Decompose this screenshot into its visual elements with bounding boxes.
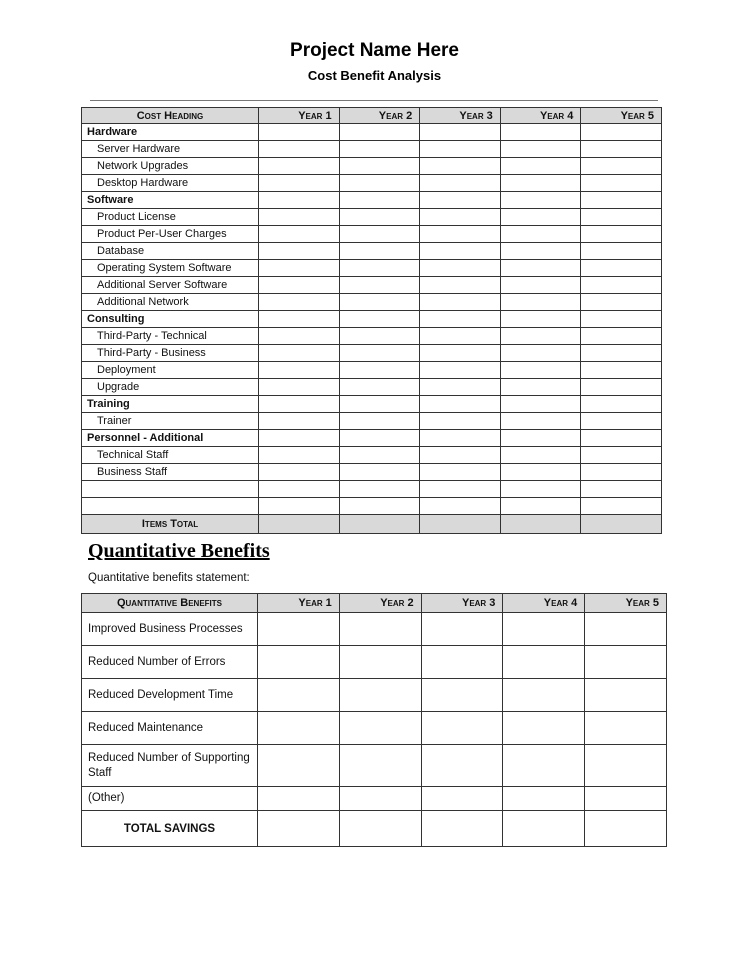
cost-column-header: Year 5: [581, 108, 662, 124]
benefits-value-cell[interactable]: [339, 679, 421, 712]
cost-row-label: Network Upgrades: [82, 158, 259, 175]
cost-value-cell[interactable]: [581, 464, 662, 481]
cost-value-cell[interactable]: [339, 362, 420, 379]
benefits-value-cell[interactable]: [503, 745, 585, 787]
benefits-value-cell[interactable]: [258, 745, 340, 787]
benefits-value-cell[interactable]: [503, 787, 585, 811]
cost-total-value-cell[interactable]: [420, 515, 501, 534]
cost-value-cell[interactable]: [420, 158, 501, 175]
cost-value-cell[interactable]: [581, 226, 662, 243]
benefits-value-cell[interactable]: [339, 712, 421, 745]
cost-value-cell[interactable]: [339, 481, 420, 498]
cost-column-header: Year 3: [420, 108, 501, 124]
cost-value-cell[interactable]: [420, 260, 501, 277]
benefits-row: [82, 745, 667, 787]
cost-row-label: [82, 498, 259, 515]
benefits-table: [81, 593, 667, 847]
cost-row: [82, 209, 662, 226]
cost-value-cell[interactable]: [500, 141, 581, 158]
cost-row: [82, 243, 662, 260]
benefits-value-cell[interactable]: [258, 646, 340, 679]
cost-value-cell[interactable]: [420, 141, 501, 158]
cost-value-cell[interactable]: [420, 481, 501, 498]
cost-row-label: [82, 481, 259, 498]
cost-value-cell[interactable]: [259, 362, 340, 379]
cost-value-cell[interactable]: [581, 481, 662, 498]
benefits-statement-label: Quantitative benefits statement:: [88, 572, 250, 584]
cost-value-cell[interactable]: [500, 345, 581, 362]
benefits-value-cell[interactable]: [585, 787, 667, 811]
cost-value-cell[interactable]: [581, 124, 662, 141]
benefits-row-label: Reduced Maintenance: [82, 712, 258, 745]
cost-row: [82, 277, 662, 294]
benefits-row-label: Reduced Development Time: [82, 679, 258, 712]
cost-value-cell[interactable]: [581, 243, 662, 260]
cost-value-cell[interactable]: [420, 209, 501, 226]
cost-total-label: Items Total: [82, 515, 259, 534]
cost-value-cell[interactable]: [259, 141, 340, 158]
cost-value-cell[interactable]: [581, 413, 662, 430]
benefits-value-cell[interactable]: [503, 712, 585, 745]
benefits-column-header: Quantitative Benefits: [82, 594, 258, 613]
cost-column-header: Year 4: [500, 108, 581, 124]
benefits-column-header: Year 5: [585, 594, 667, 613]
cost-value-cell[interactable]: [259, 192, 340, 209]
cost-table: [81, 107, 662, 534]
cost-row: [82, 328, 662, 345]
cost-value-cell[interactable]: [259, 447, 340, 464]
benefits-value-cell[interactable]: [503, 613, 585, 646]
benefits-row: [82, 679, 667, 712]
cost-value-cell[interactable]: [420, 447, 501, 464]
cost-total-value-cell[interactable]: [259, 515, 340, 534]
cost-value-cell[interactable]: [420, 175, 501, 192]
cost-value-cell[interactable]: [420, 311, 501, 328]
cost-value-cell[interactable]: [259, 345, 340, 362]
cost-total-row: [82, 515, 662, 534]
benefits-value-cell[interactable]: [503, 679, 585, 712]
benefits-total-label: TOTAL SAVINGS: [82, 811, 258, 847]
cost-total-value-cell[interactable]: [500, 515, 581, 534]
cost-value-cell[interactable]: [500, 124, 581, 141]
cost-value-cell[interactable]: [339, 498, 420, 515]
cost-value-cell[interactable]: [339, 464, 420, 481]
cost-row: [82, 294, 662, 311]
cost-value-cell[interactable]: [339, 175, 420, 192]
cost-value-cell[interactable]: [259, 260, 340, 277]
cost-row-label: Business Staff: [82, 464, 259, 481]
cost-value-cell[interactable]: [420, 498, 501, 515]
cost-column-header: Year 2: [339, 108, 420, 124]
cost-value-cell[interactable]: [500, 447, 581, 464]
cost-value-cell[interactable]: [500, 396, 581, 413]
cost-value-cell[interactable]: [500, 243, 581, 260]
cost-value-cell[interactable]: [500, 260, 581, 277]
benefits-row: [82, 787, 667, 811]
cost-row-label: Personnel - Additional: [82, 430, 259, 447]
benefits-row-label: Reduced Number of Errors: [82, 646, 258, 679]
benefits-value-cell[interactable]: [421, 712, 503, 745]
benefits-total-value-cell[interactable]: [585, 811, 667, 847]
cost-row-label: Product License: [82, 209, 259, 226]
benefits-value-cell[interactable]: [421, 787, 503, 811]
cost-value-cell[interactable]: [339, 447, 420, 464]
cost-row-label: Trainer: [82, 413, 259, 430]
cost-value-cell[interactable]: [500, 362, 581, 379]
benefits-value-cell[interactable]: [585, 679, 667, 712]
cost-value-cell[interactable]: [581, 311, 662, 328]
cost-value-cell[interactable]: [259, 328, 340, 345]
benefits-value-cell[interactable]: [585, 613, 667, 646]
cost-value-cell[interactable]: [420, 294, 501, 311]
cost-value-cell[interactable]: [259, 498, 340, 515]
benefits-value-cell[interactable]: [339, 745, 421, 787]
cost-value-cell[interactable]: [420, 226, 501, 243]
benefits-value-cell[interactable]: [339, 646, 421, 679]
cost-row-label: Operating System Software: [82, 260, 259, 277]
benefits-column-header: Year 4: [503, 594, 585, 613]
cost-value-cell[interactable]: [500, 311, 581, 328]
cost-value-cell[interactable]: [339, 396, 420, 413]
cost-value-cell[interactable]: [339, 124, 420, 141]
cost-value-cell[interactable]: [339, 379, 420, 396]
benefits-total-value-cell[interactable]: [339, 811, 421, 847]
cost-row: [82, 124, 662, 141]
cost-value-cell[interactable]: [581, 379, 662, 396]
benefits-row: [82, 712, 667, 745]
cost-value-cell[interactable]: [581, 498, 662, 515]
cost-value-cell[interactable]: [420, 192, 501, 209]
cost-value-cell[interactable]: [420, 379, 501, 396]
cost-value-cell[interactable]: [581, 158, 662, 175]
cost-value-cell[interactable]: [339, 192, 420, 209]
cost-value-cell[interactable]: [339, 158, 420, 175]
cost-value-cell[interactable]: [500, 413, 581, 430]
benefits-row-label: (Other): [82, 787, 258, 811]
cost-value-cell[interactable]: [420, 413, 501, 430]
cost-value-cell[interactable]: [581, 294, 662, 311]
cost-value-cell[interactable]: [259, 209, 340, 226]
cost-header-row: [82, 108, 662, 124]
benefits-total-value-cell[interactable]: [258, 811, 340, 847]
cost-value-cell[interactable]: [420, 396, 501, 413]
benefits-value-cell[interactable]: [421, 745, 503, 787]
cost-value-cell[interactable]: [339, 294, 420, 311]
cost-row-label: Additional Server Software: [82, 277, 259, 294]
cost-value-cell[interactable]: [339, 311, 420, 328]
benefits-table-head: [82, 594, 667, 613]
cost-row: [82, 464, 662, 481]
cost-value-cell[interactable]: [500, 379, 581, 396]
cost-row: [82, 192, 662, 209]
cost-row-label: Product Per-User Charges: [82, 226, 259, 243]
cost-value-cell[interactable]: [500, 192, 581, 209]
cost-column-header: Year 1: [259, 108, 340, 124]
cost-value-cell[interactable]: [581, 447, 662, 464]
title-divider: [90, 100, 658, 101]
cost-row: [82, 175, 662, 192]
cost-row: [82, 345, 662, 362]
cost-row: [82, 260, 662, 277]
cost-row-label: Third-Party - Technical: [82, 328, 259, 345]
cost-row-label: Training: [82, 396, 259, 413]
cost-value-cell[interactable]: [581, 396, 662, 413]
cost-value-cell[interactable]: [500, 430, 581, 447]
cost-value-cell[interactable]: [339, 226, 420, 243]
cost-value-cell[interactable]: [500, 481, 581, 498]
cost-value-cell[interactable]: [339, 260, 420, 277]
benefits-value-cell[interactable]: [585, 712, 667, 745]
cost-row: [82, 226, 662, 243]
cost-row-label: Database: [82, 243, 259, 260]
page-subtitle: Cost Benefit Analysis: [307, 68, 442, 83]
cost-value-cell[interactable]: [581, 141, 662, 158]
cost-value-cell[interactable]: [500, 226, 581, 243]
quantitative-benefits-heading: Quantitative Benefits: [88, 540, 270, 562]
cost-row: [82, 498, 662, 515]
cost-table-head: [82, 108, 662, 124]
cost-value-cell[interactable]: [339, 430, 420, 447]
cost-row: [82, 413, 662, 430]
benefits-row: [82, 613, 667, 646]
benefits-row: [82, 646, 667, 679]
cost-row: [82, 430, 662, 447]
cost-value-cell[interactable]: [420, 430, 501, 447]
cost-value-cell[interactable]: [581, 192, 662, 209]
cost-value-cell[interactable]: [259, 277, 340, 294]
benefits-value-cell[interactable]: [258, 613, 340, 646]
benefits-value-cell[interactable]: [339, 613, 421, 646]
cost-value-cell[interactable]: [259, 464, 340, 481]
cost-value-cell[interactable]: [339, 413, 420, 430]
cost-value-cell[interactable]: [581, 430, 662, 447]
cost-value-cell[interactable]: [420, 277, 501, 294]
benefits-total-value-cell[interactable]: [503, 811, 585, 847]
cost-row: [82, 158, 662, 175]
cost-value-cell[interactable]: [581, 345, 662, 362]
cost-value-cell[interactable]: [581, 328, 662, 345]
cost-row: [82, 362, 662, 379]
cost-value-cell[interactable]: [420, 328, 501, 345]
cost-total-value-cell[interactable]: [339, 515, 420, 534]
cost-value-cell[interactable]: [259, 481, 340, 498]
cost-value-cell[interactable]: [259, 175, 340, 192]
benefits-value-cell[interactable]: [258, 712, 340, 745]
cost-row-label: Consulting: [82, 311, 259, 328]
cost-row: [82, 396, 662, 413]
cost-value-cell[interactable]: [581, 277, 662, 294]
cost-row-label: Technical Staff: [82, 447, 259, 464]
cost-row-label: Server Hardware: [82, 141, 259, 158]
cost-row-label: Upgrade: [82, 379, 259, 396]
cost-value-cell[interactable]: [420, 464, 501, 481]
cost-value-cell[interactable]: [420, 362, 501, 379]
benefits-value-cell[interactable]: [421, 646, 503, 679]
project-title: Project Name Here: [290, 40, 459, 61]
benefits-column-header: Year 3: [421, 594, 503, 613]
cost-value-cell[interactable]: [259, 396, 340, 413]
cost-value-cell[interactable]: [339, 277, 420, 294]
cost-column-header: Cost Heading: [82, 108, 259, 124]
benefits-table-body: [82, 613, 667, 847]
cost-row-label: Software: [82, 192, 259, 209]
cost-value-cell[interactable]: [339, 243, 420, 260]
cost-value-cell[interactable]: [581, 209, 662, 226]
benefits-value-cell[interactable]: [258, 787, 340, 811]
benefits-header-row: [82, 594, 667, 613]
cost-value-cell[interactable]: [259, 311, 340, 328]
cost-value-cell[interactable]: [339, 345, 420, 362]
cost-row-label: Third-Party - Business: [82, 345, 259, 362]
benefits-column-header: Year 2: [339, 594, 421, 613]
cost-table-body: [82, 124, 662, 534]
cost-row-label: Deployment: [82, 362, 259, 379]
cost-total-value-cell[interactable]: [581, 515, 662, 534]
cost-value-cell[interactable]: [500, 294, 581, 311]
benefits-row-label: Reduced Number of Supporting Staff: [82, 745, 258, 787]
cost-value-cell[interactable]: [500, 209, 581, 226]
cost-value-cell[interactable]: [500, 328, 581, 345]
benefits-value-cell[interactable]: [585, 745, 667, 787]
cost-value-cell[interactable]: [500, 158, 581, 175]
cost-value-cell[interactable]: [259, 124, 340, 141]
cost-value-cell[interactable]: [339, 328, 420, 345]
cost-value-cell[interactable]: [259, 379, 340, 396]
cost-value-cell[interactable]: [420, 124, 501, 141]
cost-value-cell[interactable]: [259, 294, 340, 311]
benefits-total-row: [82, 811, 667, 847]
cost-value-cell[interactable]: [259, 158, 340, 175]
benefits-value-cell[interactable]: [258, 679, 340, 712]
cost-value-cell[interactable]: [259, 430, 340, 447]
cost-value-cell[interactable]: [259, 226, 340, 243]
cost-row-label: Desktop Hardware: [82, 175, 259, 192]
cost-row: [82, 311, 662, 328]
cost-value-cell[interactable]: [500, 498, 581, 515]
cost-value-cell[interactable]: [581, 362, 662, 379]
benefits-value-cell[interactable]: [339, 787, 421, 811]
cost-row: [82, 481, 662, 498]
cost-value-cell[interactable]: [259, 243, 340, 260]
benefits-row-label: Improved Business Processes: [82, 613, 258, 646]
benefits-column-header: Year 1: [258, 594, 340, 613]
cost-value-cell[interactable]: [339, 141, 420, 158]
cost-value-cell[interactable]: [581, 260, 662, 277]
benefits-value-cell[interactable]: [421, 679, 503, 712]
cost-value-cell[interactable]: [259, 413, 340, 430]
cost-row: [82, 447, 662, 464]
cost-row: [82, 379, 662, 396]
benefits-value-cell[interactable]: [503, 646, 585, 679]
benefits-total-value-cell[interactable]: [421, 811, 503, 847]
cost-value-cell[interactable]: [581, 175, 662, 192]
benefits-value-cell[interactable]: [421, 613, 503, 646]
cost-row-label: Hardware: [82, 124, 259, 141]
cost-value-cell[interactable]: [420, 243, 501, 260]
cost-value-cell[interactable]: [500, 464, 581, 481]
cost-row: [82, 141, 662, 158]
cost-value-cell[interactable]: [420, 345, 501, 362]
cost-value-cell[interactable]: [339, 209, 420, 226]
cost-value-cell[interactable]: [500, 277, 581, 294]
benefits-value-cell[interactable]: [585, 646, 667, 679]
cost-value-cell[interactable]: [500, 175, 581, 192]
cost-row-label: Additional Network: [82, 294, 259, 311]
